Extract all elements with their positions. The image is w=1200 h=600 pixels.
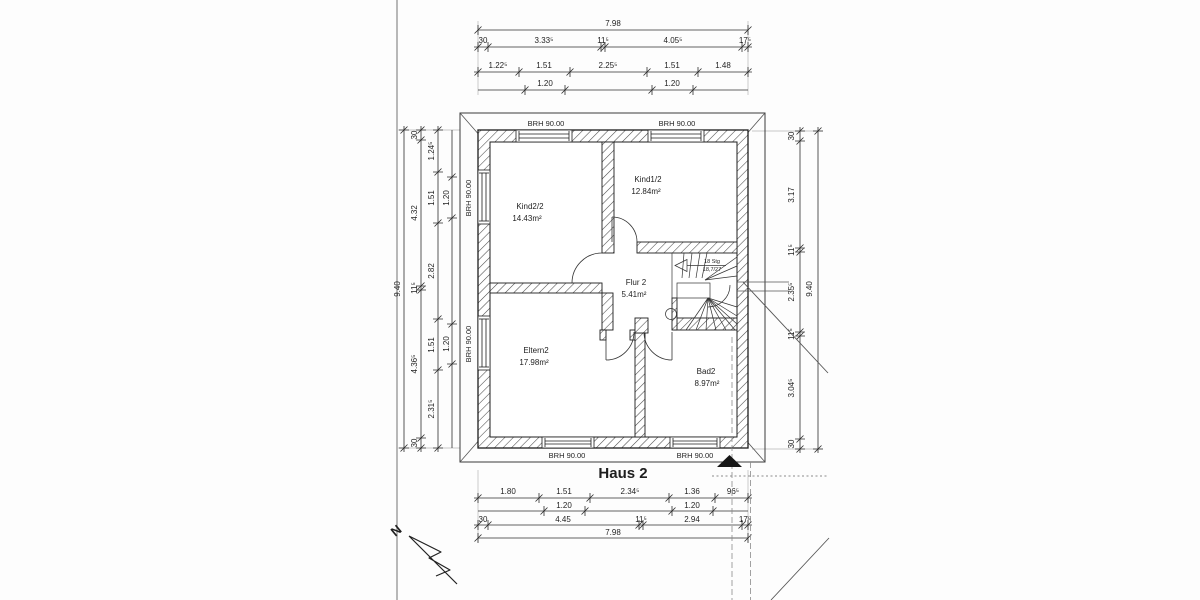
brh-label-left-lower: BRH 90.00 (464, 325, 473, 363)
plan-title: Haus 2 (598, 465, 648, 482)
room-bad-name: Bad2 (696, 367, 716, 376)
dim-left-overall: 9.40 (393, 281, 402, 297)
dim-left-inner-1: 1.51 (427, 190, 436, 206)
dim-top-outer-0: 30 (478, 36, 488, 45)
room-kind1-name: Kind1/2 (634, 175, 662, 184)
entrance-marker-triangle (717, 455, 742, 467)
north-label: N (387, 521, 405, 540)
dim-bottom-outer-4: 17⁵ (738, 515, 752, 524)
dim-left-axis-1: 1.20 (442, 336, 451, 352)
dim-top-inner-2: 2.25⁵ (598, 61, 618, 70)
dim-top-axis-1: 1.20 (664, 79, 680, 88)
dim-top-outer-4: 17⁵ (738, 36, 752, 45)
stair-rise-run-label: 18,7/27 (702, 267, 722, 273)
dim-left-outer-3: 4.36⁵ (410, 354, 419, 374)
stair-steps-label: 18 Stg (704, 259, 720, 265)
dim-bottom-inner-1: 1.51 (556, 487, 572, 496)
dim-bottom-outer-3: 2.94 (684, 515, 700, 524)
room-eltern-area: 17.98m² (519, 358, 549, 367)
dim-top-overall: 7.98 (605, 19, 621, 28)
dimensions-right (787, 127, 823, 453)
dim-right-outer-0: 30 (787, 131, 796, 141)
brh-label-top-right: BRH 90.00 (658, 119, 696, 128)
dim-bottom-overall: 7.98 (605, 528, 621, 537)
dimensions-bottom (474, 487, 752, 543)
brh-label-left-upper: BRH 90.00 (464, 179, 473, 217)
dim-bottom-inner-2: 2.34⁵ (620, 487, 640, 496)
dimensions-top (474, 19, 752, 95)
dim-right-outer-3: 2.35⁵ (787, 282, 796, 302)
north-arrow (388, 522, 457, 584)
brh-label-bottom-right: BRH 90.00 (676, 451, 714, 460)
room-kind2-name: Kind2/2 (516, 202, 544, 211)
dim-bottom-outer-0: 30 (478, 515, 488, 524)
dim-left-inner-0: 1.24⁵ (427, 141, 436, 161)
dim-top-axis-0: 1.20 (537, 79, 553, 88)
dim-top-inner-1: 1.51 (536, 61, 552, 70)
dim-bottom-inner-0: 1.80 (500, 487, 516, 496)
dim-top-inner-3: 1.51 (664, 61, 680, 70)
dim-left-inner-2: 2.82 (427, 263, 436, 279)
dim-top-outer-3: 4.05⁵ (663, 36, 683, 45)
brh-label-top-left: BRH 90.00 (527, 119, 565, 128)
dim-top-inner-4: 1.48 (715, 61, 731, 70)
dim-left-axis-0: 1.20 (442, 190, 451, 206)
dim-top-outer-2: 11⁵ (597, 36, 609, 45)
dim-left-outer-1: 4.32 (410, 205, 419, 221)
dim-right-outer-5: 3.04⁵ (787, 378, 796, 398)
room-bad-area: 8.97m² (694, 379, 720, 388)
dim-right-outer-6: 30 (787, 439, 796, 449)
dim-bottom-axis-1: 1.20 (684, 501, 700, 510)
window-top-left (516, 130, 572, 142)
dim-bottom-outer-1: 4.45 (555, 515, 571, 524)
window-bottom-right (670, 437, 720, 448)
window-left-lower (478, 316, 490, 370)
dim-top-inner-0: 1.22⁵ (488, 61, 508, 70)
dim-top-outer-1: 3.33⁵ (534, 36, 554, 45)
dim-right-outer-2: 11⁵ (787, 244, 796, 256)
dim-right-overall: 9.40 (805, 281, 814, 297)
dim-bottom-inner-4: 96⁵ (726, 487, 740, 496)
dim-left-outer-2: 11⁵ (410, 282, 419, 294)
dim-bottom-inner-3: 1.36 (684, 487, 700, 496)
dimensions-left (393, 126, 457, 452)
room-kind1-area: 12.84m² (631, 187, 661, 196)
dim-left-inner-4: 2.31⁵ (427, 399, 436, 419)
dim-bottom-axis-0: 1.20 (556, 501, 572, 510)
window-bottom-left (542, 437, 594, 448)
dim-right-outer-1: 3.17 (787, 187, 796, 203)
brh-label-bottom-left: BRH 90.00 (548, 451, 586, 460)
dim-left-outer-0: 30 (410, 130, 419, 140)
room-eltern-name: Eltern2 (523, 346, 549, 355)
room-flur-name: Flur 2 (625, 278, 647, 287)
dim-bottom-outer-2: 11⁵ (635, 515, 647, 524)
dim-right-outer-4: 11⁵ (787, 328, 796, 340)
room-kind2-area: 14.43m² (512, 214, 542, 223)
dim-left-outer-4: 30 (410, 438, 419, 448)
window-top-right (648, 130, 704, 142)
room-flur-area: 5.41m² (621, 290, 647, 299)
window-left-upper (478, 170, 490, 224)
dim-left-inner-3: 1.51 (427, 337, 436, 353)
